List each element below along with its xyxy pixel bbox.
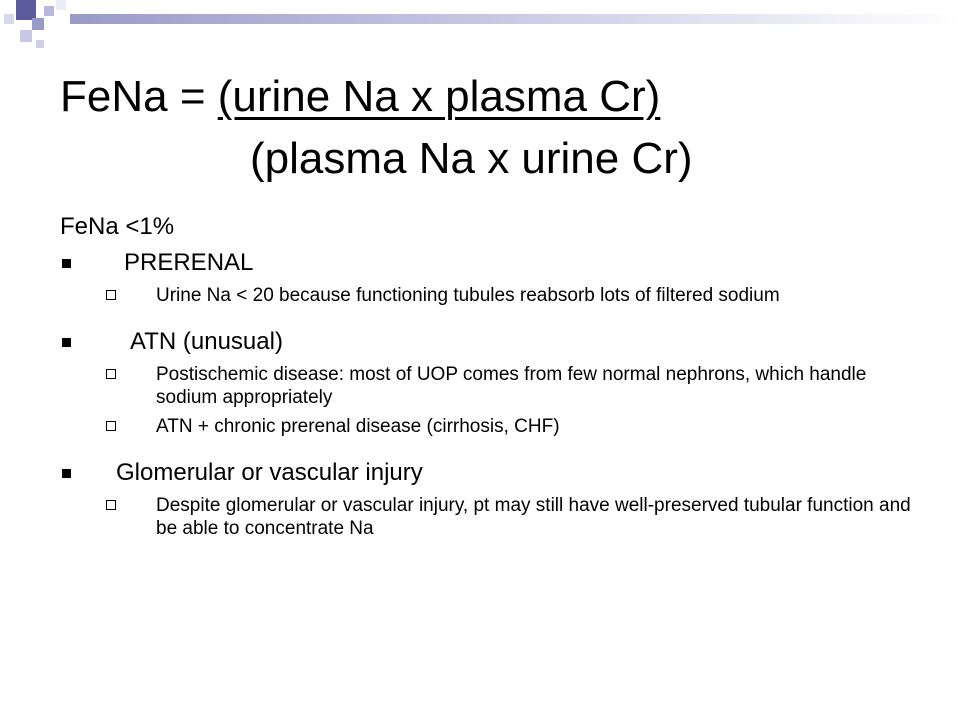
hollow-square-bullet-icon — [106, 500, 116, 510]
sub-bullet — [60, 415, 920, 438]
title-numerator: (urine Na x plasma Cr) — [217, 72, 661, 121]
fena-threshold-heading: FeNa <1% — [60, 213, 175, 240]
slide-body — [60, 248, 920, 540]
hollow-square-bullet-icon — [106, 290, 116, 300]
sub-bullet-text: Despite glomerular or vascular injury, pt may still have well-preserved tubular function and be able to concentrate Na — [156, 495, 911, 539]
square-bullet-icon — [62, 469, 71, 478]
decor-square — [56, 0, 66, 10]
square-bullet-icon — [62, 259, 71, 268]
slide-title — [60, 66, 693, 190]
sub-bullet — [60, 284, 920, 307]
title-denominator: (plasma Na x urine Cr) — [250, 134, 693, 183]
sub-bullet — [60, 494, 920, 540]
decor-square — [4, 14, 14, 24]
decor-square — [32, 18, 44, 30]
decor-square — [36, 40, 44, 48]
header-gradient-bar — [70, 14, 960, 24]
bullet-label: ATN (unusual) — [130, 328, 283, 355]
sub-bullet-text: Postischemic disease: most of UOP comes from few normal nephrons, which handle sodium appropriately — [156, 364, 867, 408]
decor-square — [16, 0, 36, 20]
bullet-glomerular-vascular — [60, 458, 920, 488]
decor-square — [20, 30, 32, 42]
bullet-prerenal — [60, 248, 920, 278]
bullet-atn — [60, 327, 920, 357]
bullet-label: Glomerular or vascular injury — [116, 459, 423, 486]
sub-bullet-text: Urine Na < 20 because functioning tubules reabsorb lots of filtered sodium — [156, 285, 780, 306]
square-bullet-icon — [62, 338, 71, 347]
bullet-label: PRERENAL — [124, 249, 254, 276]
decor-square — [44, 6, 54, 16]
hollow-square-bullet-icon — [106, 369, 116, 379]
sub-bullet — [60, 363, 920, 409]
title-prefix: FeNa = — [60, 72, 218, 121]
hollow-square-bullet-icon — [106, 421, 116, 431]
sub-bullet-text: ATN + chronic prerenal disease (cirrhosis, CHF) — [156, 416, 560, 437]
